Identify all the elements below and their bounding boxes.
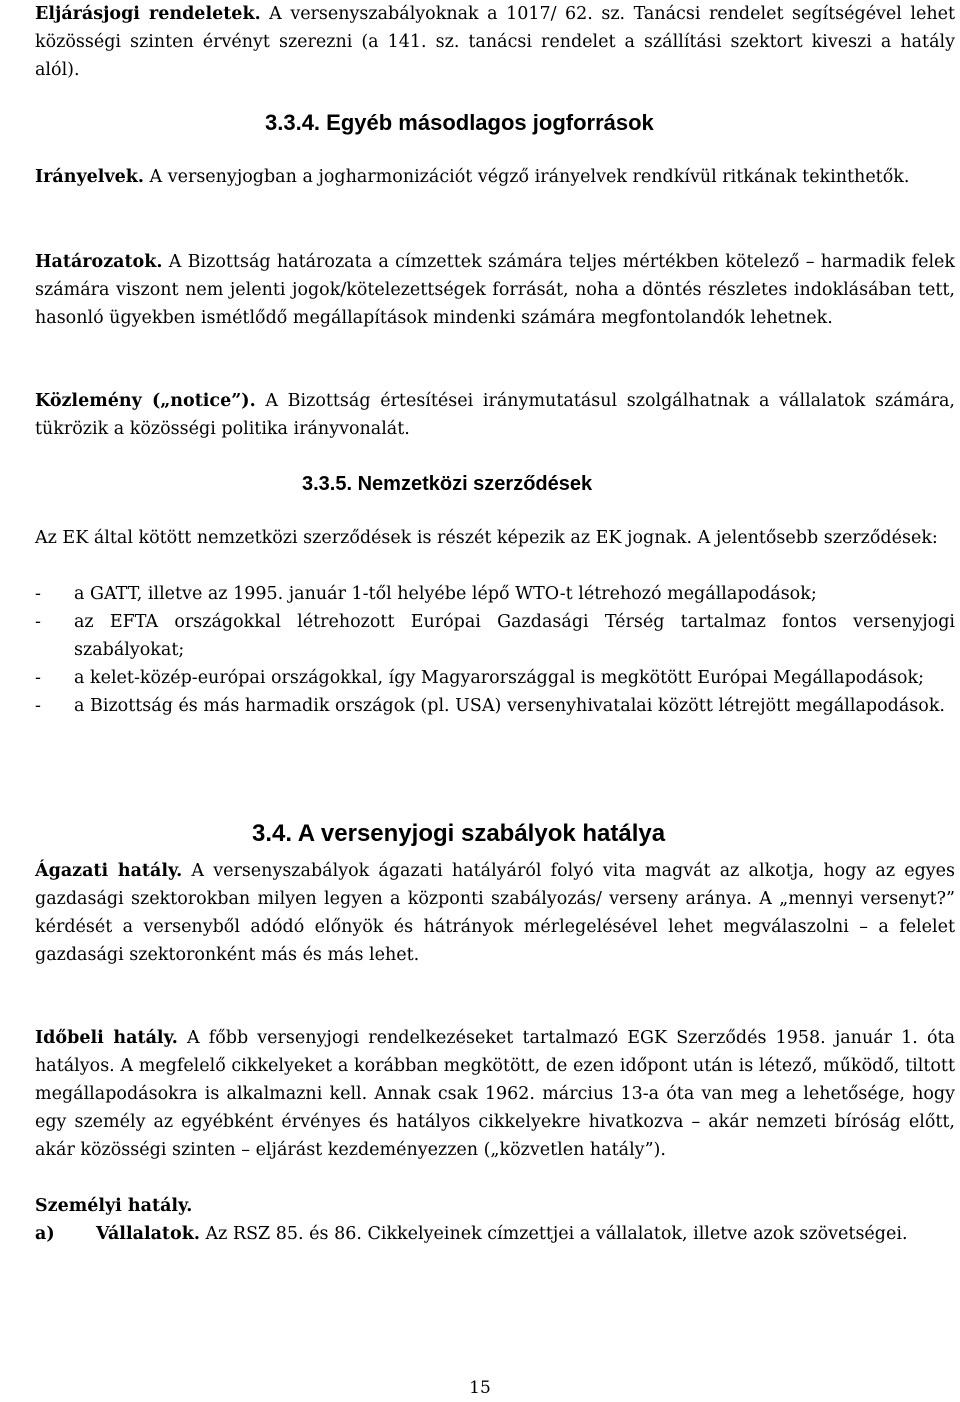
hatarozatok-lead: Határozatok. xyxy=(35,252,163,272)
agazati-lead: Ágazati hatály. xyxy=(35,861,183,881)
list-dash: - xyxy=(35,668,41,688)
hatarozatok-text: A Bizottság határozata a címzettek számára teljes mértékben kötelező – harmadik felek számára viszont nem jelenti jogok/kötelezettségek forrását, noha a döntés részletes indoklásában tett, hasonló ügyekben ismétlődő megállapítások mindenki számára megfontolandók lehetnek. xyxy=(35,252,955,328)
kozlemeny-text: A Bizottság értesítései iránymutatásul szolgálhatnak a vállalatok számára, tükrözik a közösségi politika irányvonalát. xyxy=(35,391,955,439)
list-item xyxy=(35,692,955,720)
sub-item-lead: Vállalatok. xyxy=(96,1224,200,1244)
iranyelvek-paragraph xyxy=(35,163,955,191)
list-item xyxy=(35,608,955,664)
szemelyi-lead: Személyi hatály. xyxy=(35,1196,193,1216)
treaty-list xyxy=(35,580,955,720)
intro-text: A versenyszabályoknak a 1017/ 62. sz. Tanácsi rendelet segítségével lehet közösségi szinten érvényt szerezni (a 141. sz. tanácsi rendelet a szállítási szektort kiveszi a hatály alól). xyxy=(35,4,956,80)
intro-paragraph xyxy=(35,0,955,84)
iranyelvek-text: A versenyjogban a jogharmonizációt végző irányelvek rendkívül ritkának tekinthetők. xyxy=(143,167,910,187)
list-dash: - xyxy=(35,612,41,632)
szemelyi-heading xyxy=(35,1192,955,1220)
section-heading-3-3-4: 3.3.4. Egyéb másodlagos jogforrások xyxy=(265,110,654,135)
list-item-text: a Bizottság és más harmadik országok (pl. USA) versenyhivatalai között létrejött megállapodások. xyxy=(74,696,945,716)
list-item-text: az EFTA országokkal létrehozott Európai Gazdasági Térség tartalmaz fontos versenyjogi szabályokat; xyxy=(74,612,955,660)
list-item-text: a GATT, illetve az 1995. január 1-től helyébe lépő WTO-t létrehozó megállapodások; xyxy=(74,584,817,604)
iranyelvek-lead: Irányelvek. xyxy=(35,167,144,187)
list-dash: - xyxy=(35,696,41,716)
section-heading-3-4: 3.4. A versenyjogi szabályok hatálya xyxy=(252,820,666,847)
kozlemeny-paragraph xyxy=(35,387,955,443)
sub-item-text: Az RSZ 85. és 86. Cikkelyeinek címzettjei a vállalatok, illetve azok szövetségei. xyxy=(199,1224,908,1244)
kozlemeny-lead: Közlemény („notice”). xyxy=(35,391,256,411)
hatarozatok-paragraph xyxy=(35,248,955,332)
list-item-text: a kelet-közép-európai országokkal, így Magyarországgal is megkötött Európai Megállapodások; xyxy=(74,668,924,688)
nemzetkozi-paragraph: Az EK által kötött nemzetközi szerződések is részét képezik az EK jognak. A jelentősebb szerződések: xyxy=(35,528,938,548)
sub-item-body xyxy=(96,1220,955,1248)
sub-item-marker: a) xyxy=(35,1224,55,1244)
idobeli-lead: Időbeli hatály. xyxy=(35,1028,178,1048)
agazati-paragraph xyxy=(35,857,955,969)
idobeli-text: A főbb versenyjogi rendelkezéseket tartalmazó EGK Szerződés 1958. január 1. óta hatályos. A megfelelő cikkelyeket a korábban megkötött, de ezen időpont után is létező, működő, tiltott megállapodásokra is alkalmazni kell. Annak csak 1962. március 13-a óta van meg a lehetősége, hogy egy személy az egyébként érvényes és hatályos cikkelyekre hivatkozva – akár nemzeti bíróság előtt, akár közösségi szinten – eljárást kezdeményezzen („közvetlen hatály”). xyxy=(35,1028,955,1160)
section-heading-3-3-5: 3.3.5. Nemzetközi szerződések xyxy=(302,473,593,495)
list-item xyxy=(35,664,955,692)
szemelyi-sub-item xyxy=(35,1220,955,1248)
page-number: 15 xyxy=(469,1378,491,1398)
list-item xyxy=(35,580,955,608)
list-dash: - xyxy=(35,584,41,604)
intro-lead: Eljárásjogi rendeletek. xyxy=(35,4,261,24)
idobeli-paragraph xyxy=(35,1024,955,1164)
agazati-text: A versenyszabályok ágazati hatályáról folyó vita magvát az alkotja, hogy az egyes gazdasági szektorokban milyen legyen a központi szabályozás/ verseny aránya. A „mennyi versenyt?” kérdését a versenyből adódó előnyök és hátrányok mérlegelésével lehet megválaszolni – a felelet gazdasági szektoronként más és más lehet. xyxy=(35,861,956,965)
